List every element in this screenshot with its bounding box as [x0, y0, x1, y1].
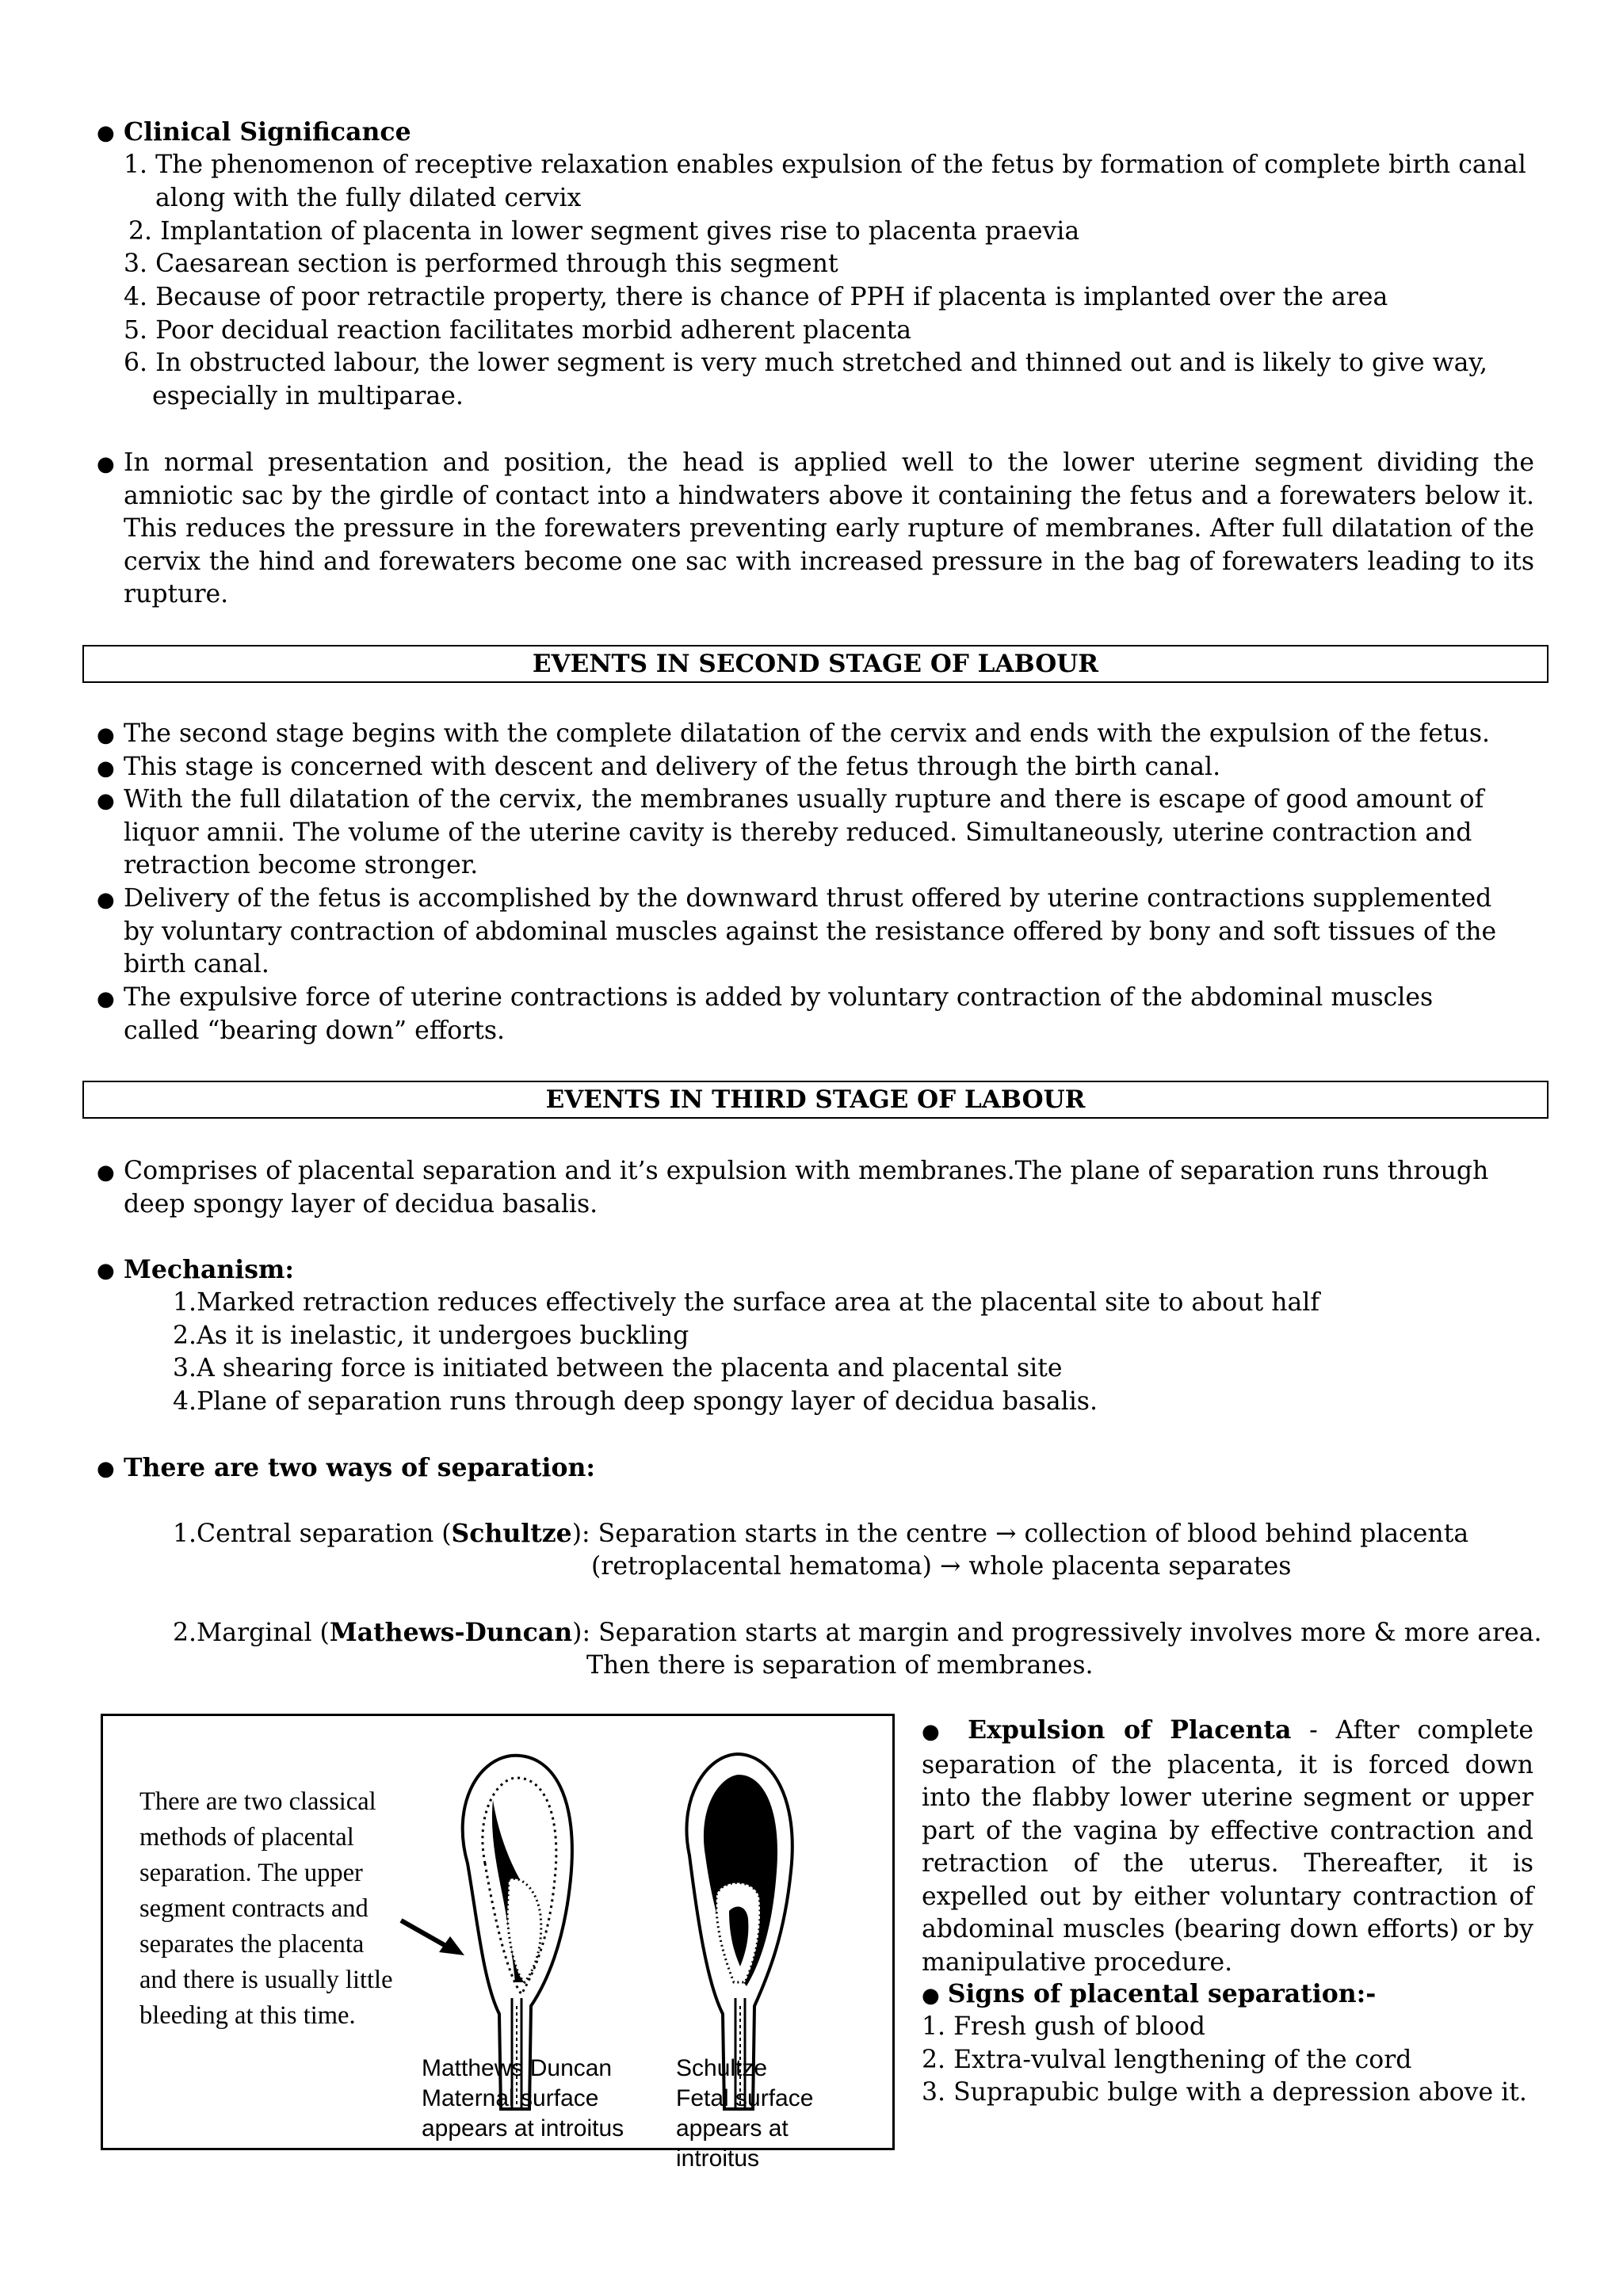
signs-heading-row — [922, 1978, 1533, 2013]
section-heading-second-stage: EVENTS IN SECOND STAGE OF LABOUR — [82, 645, 1549, 683]
expulsion-heading: Expulsion of Placenta — [968, 1715, 1292, 1745]
caption-line: Fetal surface — [676, 2085, 814, 2111]
second-stage-bullet-5: The expulsive force of uterine contractions is added by voluntary contraction of the abdominal muscles called “bearing down” efforts. — [124, 983, 1434, 1045]
signs-item: 2. Extra-vulval lengthening of the cord — [922, 2045, 1412, 2074]
item-text: In obstructed labour, the lower segment is very much stretched and thinned out and is likely to give way, — [155, 349, 1488, 377]
second-stage-bullet-2: This stage is concerned with descent and delivery of the fetus through the birth canal. — [124, 753, 1221, 781]
clinical-item-3 — [124, 248, 838, 281]
expulsion-paragraph — [922, 1714, 1533, 1979]
central-suffix: ): Separation starts in the centre → collection of blood behind placenta — [571, 1520, 1469, 1548]
item-text: The phenomenon of receptive relaxation enables expulsion of the fetus by formation of complete birth canal — [155, 151, 1526, 179]
item-text: Plane of separation runs through deep spongy layer of decidua basalis. — [197, 1387, 1098, 1416]
figure-note-line: bleeding at this time. — [139, 2001, 356, 2030]
second-stage-bullet-4: Delivery of the fetus is accomplished by the downward thrust offered by uterine contractions supplemented by voluntary contraction of abdominal muscles against the resistance offered by bony and soft tissues of the birth canal. — [124, 884, 1497, 978]
item-number: 3. — [173, 1354, 197, 1383]
bullet: ● — [97, 723, 115, 747]
marginal-separation — [173, 1616, 1542, 1650]
figure-note-line: separation. The upper — [139, 1859, 363, 1887]
caption-schultze — [676, 2054, 813, 2174]
normal-presentation-paragraph: In normal presentation and position, the head is applied well to the lower uterine segment dividing the amniotic sac by the girdle of contact into a hindwaters above it containing the fetus and a forewaters below it. This reduces the pressure in the forewaters preventing early rupture of membranes. After full dilatation of the cervix the hind and forewaters become one sac with increased pressure in the bag of forewaters leading to its rupture. — [124, 448, 1534, 608]
bullet: ● — [922, 1720, 950, 1744]
central-separation — [173, 1517, 1468, 1551]
mechanism-item-2 — [173, 1320, 689, 1353]
bullet: ● — [97, 452, 115, 476]
clinical-item-2 — [128, 215, 1079, 249]
item-number: 3. — [124, 250, 148, 278]
bullet: ● — [97, 987, 115, 1011]
figure-note — [139, 1784, 393, 2034]
caption-line: appears at — [676, 2115, 789, 2142]
caption-line: appears at introitus — [422, 2115, 624, 2142]
central-name: Schultze — [451, 1519, 572, 1548]
clinical-item-1-cont: along with the fully dilated cervix — [155, 184, 582, 212]
mechanism-item-1 — [173, 1287, 1319, 1320]
caption-line: introitus — [676, 2145, 760, 2172]
caption-line: Matthews Duncan — [422, 2055, 613, 2081]
mechanism-heading: Mechanism: — [124, 1255, 294, 1284]
item-number: 2. — [128, 217, 153, 246]
clinical-item-1 — [124, 149, 1526, 182]
bullet: ● — [97, 757, 115, 780]
marginal-suffix: ): Separation starts at margin and progressively involves more & more area. — [572, 1619, 1542, 1647]
item-number: 6. — [124, 349, 148, 377]
second-stage-bullet-3: With the full dilatation of the cervix, the membranes usually rupture and there is escape of good amount of liquor amnii. The volume of the uterine cavity is thereby reduced. Simultaneously, uterine contraction and retraction become stronger. — [124, 785, 1484, 879]
bullet: ● — [97, 789, 115, 813]
mechanism-item-4 — [173, 1386, 1098, 1419]
caption-line: Maternal surface — [422, 2085, 599, 2111]
figure-note-line: methods of placental — [139, 1823, 354, 1852]
signs-heading: Signs of placental separation:- — [947, 1979, 1377, 2008]
marginal-separation-cont: Then there is separation of membranes. — [586, 1651, 1094, 1680]
placental-separation-figure — [101, 1714, 895, 2172]
item-number: 1. — [173, 1288, 197, 1317]
mechanism-item-3 — [173, 1352, 1063, 1386]
item-text: Caesarean section is performed through this segment — [155, 250, 838, 278]
item-number: 5. — [124, 316, 148, 345]
item-text: As it is inelastic, it undergoes buckling — [197, 1322, 689, 1350]
figure-note-line: separates the placenta — [139, 1930, 365, 1958]
signs-item: 1. Fresh gush of blood — [922, 2012, 1205, 2041]
caption-line: Schultze — [676, 2055, 768, 2081]
expulsion-text: After complete separation of the placenta, it is forced down into the flabby lower uterine segment or upper part of the vagina by effective contraction and retraction of the uterus. Thereafter, it is expelled out by either voluntary contraction of abdominal muscles (bearing down efforts) or by manipulative procedure. — [922, 1716, 1534, 1977]
clinical-heading: Clinical Significance — [124, 117, 411, 147]
clinical-item-4 — [124, 281, 1388, 315]
item-text: Implantation of placenta in lower segment gives rise to placenta praevia — [160, 217, 1080, 246]
marginal-name: Mathews-Duncan — [329, 1618, 573, 1647]
expulsion-dash: - — [1291, 1716, 1336, 1745]
figure-note-line: There are two classical — [139, 1787, 376, 1816]
section-heading-third-stage: EVENTS IN THIRD STAGE OF LABOUR — [82, 1081, 1549, 1119]
item-text: Poor decidual reaction facilitates morbid adherent placenta — [155, 316, 912, 345]
item-text: Marked retraction reduces effectively the surface area at the placental site to about half — [197, 1288, 1320, 1317]
central-prefix: 1.Central separation ( — [173, 1520, 452, 1548]
signs-list — [922, 2011, 1533, 2110]
bullet: ● — [97, 1259, 115, 1283]
caption-matthews-duncan — [422, 2054, 624, 2144]
clinical-item-6 — [124, 347, 1487, 380]
clinical-item-6-cont: especially in multiparae. — [152, 382, 464, 410]
item-number: 2. — [173, 1322, 197, 1350]
third-stage-intro: Comprises of placental separation and it’s expulsion with membranes.The plane of separation runs through deep spongy layer of decidua basalis. — [124, 1157, 1489, 1219]
bullet: ● — [97, 1161, 115, 1184]
bullet: ● — [97, 888, 115, 912]
bullet: ● — [922, 1984, 940, 2008]
item-number: 4. — [173, 1387, 197, 1416]
item-number: 1. — [124, 151, 148, 179]
second-stage-bullet-1: The second stage begins with the complete dilatation of the cervix and ends with the expulsion of the fetus. — [124, 719, 1490, 748]
figure-note-line: and there is usually little — [139, 1966, 393, 1994]
central-separation-cont: (retroplacental hematoma) → whole placenta separates — [591, 1552, 1292, 1581]
item-text: Because of poor retractile property, there is chance of PPH if placenta is implanted over the area — [155, 283, 1388, 311]
ways-heading: There are two ways of separation: — [124, 1453, 595, 1482]
item-number: 4. — [124, 283, 148, 311]
clinical-item-5 — [124, 315, 911, 348]
bullet: ● — [97, 121, 115, 145]
item-text: A shearing force is initiated between the placenta and placental site — [197, 1354, 1063, 1383]
figure-note-line: segment contracts and — [139, 1894, 369, 1923]
signs-item: 3. Suprapubic bulge with a depression above it. — [922, 2078, 1527, 2107]
marginal-prefix: 2.Marginal ( — [173, 1619, 330, 1647]
bullet: ● — [97, 1457, 115, 1481]
